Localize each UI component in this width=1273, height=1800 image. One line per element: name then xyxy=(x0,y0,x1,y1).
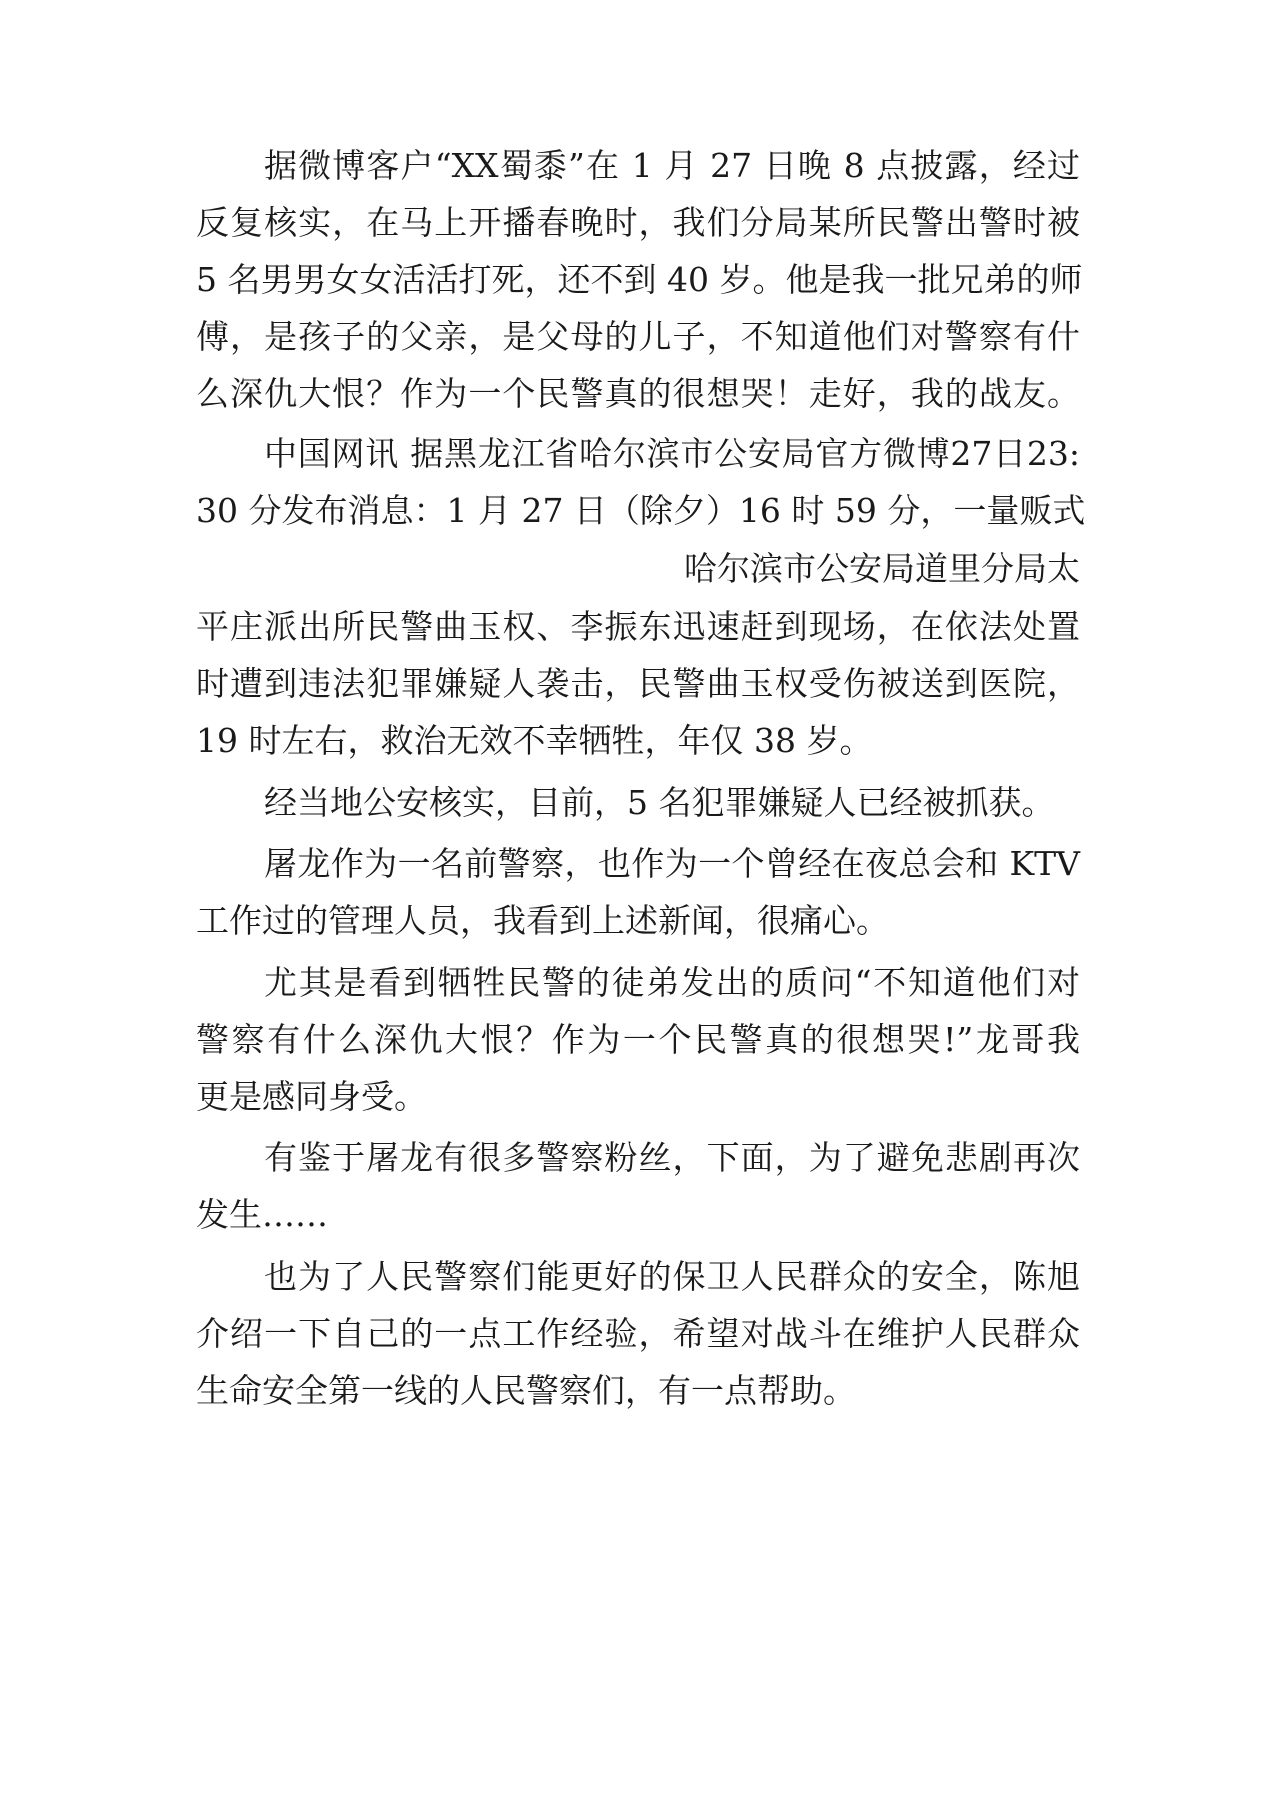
paragraph-2-line-1: 中国网讯 据黑龙江省哈尔滨市公安局官方微博27日23: xyxy=(264,434,1080,473)
paragraph-7-line-1: 也为了人民警察们能更好的保卫人民群众的安全，陈旭 xyxy=(264,1257,1080,1296)
paragraph-6-line-1: 有鉴于屠龙有很多警察粉丝，下面，为了避免悲剧再次 xyxy=(264,1138,1080,1177)
paragraph-7-line-2: 介绍一下自己的一点工作经验，希望对战斗在维护人民群众 xyxy=(196,1314,1080,1353)
paragraph-2-line-3: 哈尔滨市公安局道里分局太 xyxy=(684,549,1080,588)
paragraph-1-line-2: 反复核实，在马上开播春晚时，我们分局某所民警出警时被 xyxy=(196,203,1080,242)
paragraph-1-line-5: 么深仇大恨？作为一个民警真的很想哭！走好，我的战友。 xyxy=(196,374,1080,413)
paragraph-7-line-3: 生命安全第一线的人民警察们，有一点帮助。 xyxy=(196,1371,856,1410)
paragraph-5-line-3: 更是感同身受。 xyxy=(196,1077,427,1116)
paragraph-1-line-3: 5 名男男女女活活打死，还不到 40 岁。他是我一批兄弟的师 xyxy=(196,260,1083,299)
paragraph-6-line-2: 发生…… xyxy=(196,1195,328,1234)
paragraph-2-line-4: 平庄派出所民警曲玉权、李振东迅速赶到现场，在依法处置 xyxy=(196,607,1080,646)
paragraph-3-line-1: 经当地公安核实，目前，5 名犯罪嫌疑人已经被抓获。 xyxy=(264,783,1055,822)
paragraph-4-line-1: 屠龙作为一名前警察，也作为一个曾经在夜总会和 KTV xyxy=(264,844,1080,883)
paragraph-5-line-2: 警察有什么深仇大恨？作为一个民警真的很想哭!”龙哥我 xyxy=(196,1020,1080,1059)
paragraph-5-line-1: 尤其是看到牺牲民警的徒弟发出的质问“不知道他们对 xyxy=(264,963,1080,1002)
paragraph-2-line-2: 30 分发布消息：1 月 27 日（除夕）16 时 59 分，一量贩式 xyxy=(196,491,1086,530)
paragraph-1-line-1: 据微博客户“XX蜀黍”在 1 月 27 日晚 8 点披露，经过 xyxy=(264,146,1080,185)
paragraph-4-line-2: 工作过的管理人员，我看到上述新闻，很痛心。 xyxy=(196,901,889,940)
paragraph-1-line-4: 傅，是孩子的父亲，是父母的儿子，不知道他们对警察有什 xyxy=(196,317,1080,356)
paragraph-2-line-5: 时遭到违法犯罪嫌疑人袭击，民警曲玉权受伤被送到医院， xyxy=(196,664,1080,703)
paragraph-2-line-6: 19 时左右，救治无效不幸牺牲，年仅 38 岁。 xyxy=(196,721,873,760)
